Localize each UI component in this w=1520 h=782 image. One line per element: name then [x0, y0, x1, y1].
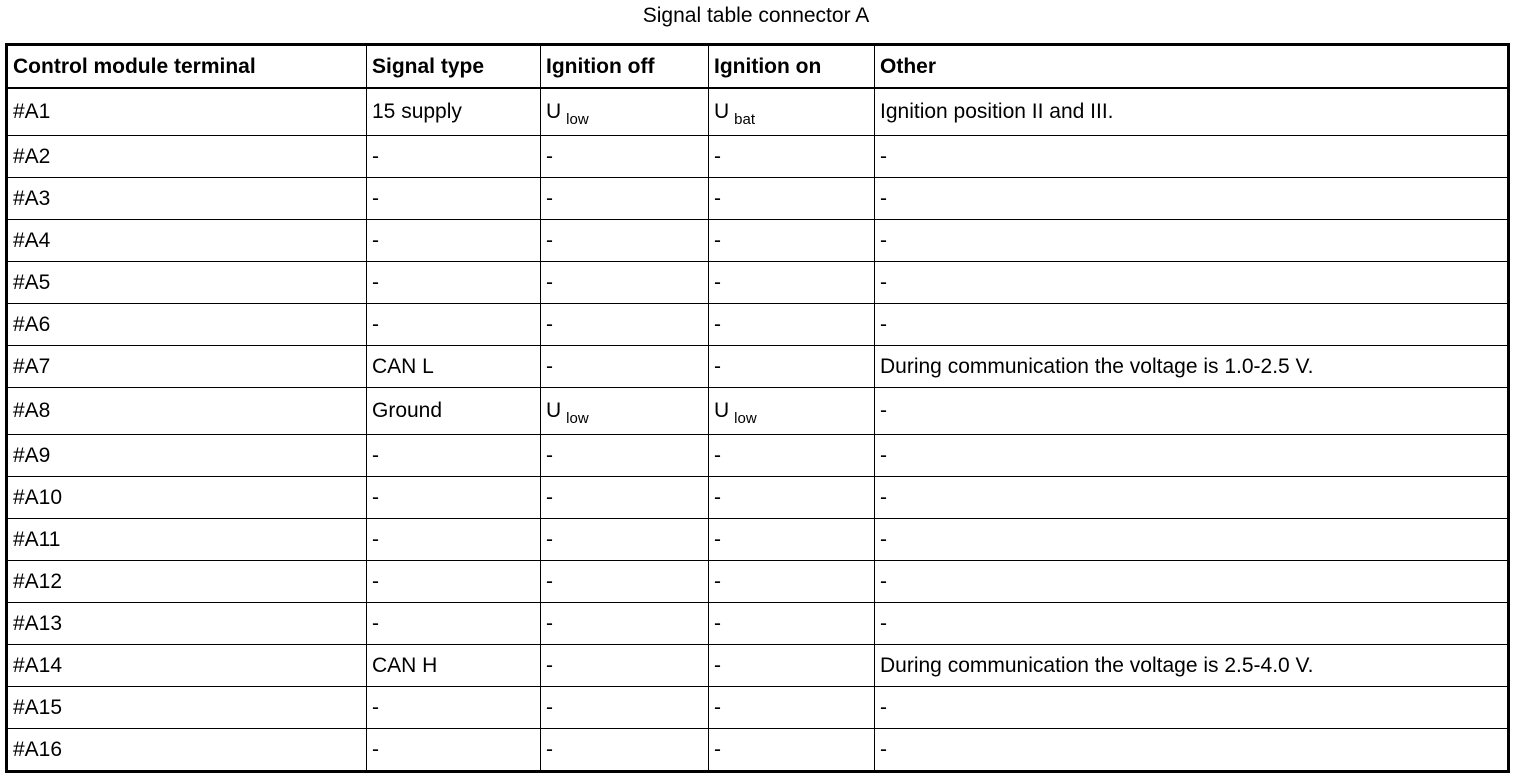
table-caption: Signal table connector A — [642, 4, 870, 27]
terminal-cell: #A6 — [7, 304, 367, 346]
other-cell: - — [875, 561, 1509, 603]
table-row — [7, 645, 1509, 687]
voltage-symbol: - — [714, 443, 721, 467]
voltage-symbol: - — [546, 443, 553, 467]
signal-type-cell: - — [367, 220, 541, 262]
other-cell: - — [875, 435, 1509, 477]
ignition-on-cell — [709, 88, 875, 136]
other-cell: - — [875, 388, 1509, 435]
ignition-on-cell — [709, 346, 875, 388]
ignition-on-cell — [709, 435, 875, 477]
table-row — [7, 88, 1509, 136]
voltage-symbol: - — [714, 270, 721, 294]
terminal-cell: #A1 — [7, 88, 367, 136]
voltage-symbol: - — [546, 228, 553, 252]
ignition-on-cell — [709, 304, 875, 346]
voltage-symbol: - — [714, 312, 721, 336]
voltage-subscript: low — [566, 410, 589, 427]
terminal-cell: #A9 — [7, 435, 367, 477]
voltage-symbol: - — [546, 737, 553, 761]
voltage-symbol: - — [714, 485, 721, 509]
table-row — [7, 519, 1509, 561]
header-ignition-on: Ignition on — [709, 45, 875, 89]
voltage-symbol: - — [714, 228, 721, 252]
voltage-symbol: - — [714, 737, 721, 761]
voltage-symbol: - — [714, 569, 721, 593]
other-cell: - — [875, 477, 1509, 519]
voltage-subscript: bat — [734, 111, 756, 128]
signal-type-cell: - — [367, 519, 541, 561]
signal-table — [5, 43, 1510, 773]
voltage-symbol: - — [546, 354, 553, 378]
voltage-subscript: low — [734, 410, 757, 427]
other-cell: - — [875, 262, 1509, 304]
voltage-symbol: - — [546, 144, 553, 168]
header-other: Other — [875, 45, 1509, 89]
ignition-off-cell — [541, 435, 709, 477]
signal-type-cell: - — [367, 729, 541, 772]
ignition-off-cell — [541, 346, 709, 388]
terminal-cell: #A8 — [7, 388, 367, 435]
voltage-symbol: U — [546, 100, 562, 123]
table-row — [7, 262, 1509, 304]
signal-type-cell: Ground — [367, 388, 541, 435]
ignition-on-cell — [709, 561, 875, 603]
table-row — [7, 220, 1509, 262]
voltage-symbol: - — [714, 186, 721, 210]
ignition-off-cell — [541, 477, 709, 519]
signal-type-cell: - — [367, 687, 541, 729]
ignition-off-cell — [541, 561, 709, 603]
terminal-cell: #A5 — [7, 262, 367, 304]
voltage-symbol: - — [546, 527, 553, 551]
ignition-off-cell — [541, 603, 709, 645]
ignition-off-cell — [541, 136, 709, 178]
ignition-on-cell — [709, 729, 875, 772]
ignition-on-cell — [709, 687, 875, 729]
voltage-symbol: - — [546, 611, 553, 635]
voltage-symbol: - — [546, 485, 553, 509]
ignition-on-cell — [709, 136, 875, 178]
voltage-symbol: - — [714, 527, 721, 551]
terminal-cell: #A11 — [7, 519, 367, 561]
voltage-symbol: - — [714, 611, 721, 635]
ignition-off-cell — [541, 519, 709, 561]
terminal-cell: #A14 — [7, 645, 367, 687]
ignition-off-cell — [541, 88, 709, 136]
signal-type-cell: CAN H — [367, 645, 541, 687]
ignition-on-cell — [709, 388, 875, 435]
ignition-off-cell — [541, 220, 709, 262]
header-row — [7, 45, 1509, 89]
table-row — [7, 346, 1509, 388]
ignition-on-cell — [709, 519, 875, 561]
table-row — [7, 178, 1509, 220]
signal-type-cell: - — [367, 178, 541, 220]
signal-type-cell: - — [367, 603, 541, 645]
other-cell: Ignition position II and III. — [875, 88, 1509, 136]
ignition-on-cell — [709, 645, 875, 687]
signal-type-cell: 15 supply — [367, 88, 541, 136]
other-cell: - — [875, 136, 1509, 178]
signal-type-cell: - — [367, 561, 541, 603]
other-cell: During communication the voltage is 2.5-4.0 V. — [875, 645, 1509, 687]
table-row — [7, 136, 1509, 178]
signal-type-cell: - — [367, 304, 541, 346]
table-row — [7, 603, 1509, 645]
voltage-symbol: - — [546, 569, 553, 593]
terminal-cell: #A4 — [7, 220, 367, 262]
voltage-symbol: - — [546, 653, 553, 677]
signal-type-cell: - — [367, 262, 541, 304]
terminal-cell: #A15 — [7, 687, 367, 729]
table-row — [7, 477, 1509, 519]
table-row — [7, 388, 1509, 435]
ignition-off-cell — [541, 645, 709, 687]
ignition-on-cell — [709, 603, 875, 645]
ignition-off-cell — [541, 304, 709, 346]
voltage-symbol: U — [714, 399, 730, 422]
voltage-symbol: - — [714, 144, 721, 168]
ignition-off-cell — [541, 178, 709, 220]
header-terminal: Control module terminal — [7, 45, 367, 89]
voltage-symbol: - — [546, 695, 553, 719]
signal-type-cell: - — [367, 136, 541, 178]
other-cell: - — [875, 519, 1509, 561]
header-ignition-off: Ignition off — [541, 45, 709, 89]
other-cell: - — [875, 603, 1509, 645]
table-body — [7, 88, 1509, 772]
terminal-cell: #A2 — [7, 136, 367, 178]
other-cell: - — [875, 220, 1509, 262]
voltage-symbol: - — [714, 354, 721, 378]
terminal-cell: #A10 — [7, 477, 367, 519]
ignition-off-cell — [541, 388, 709, 435]
voltage-symbol: U — [714, 100, 730, 123]
ignition-off-cell — [541, 729, 709, 772]
table-row — [7, 729, 1509, 772]
ignition-on-cell — [709, 220, 875, 262]
terminal-cell: #A13 — [7, 603, 367, 645]
other-cell: - — [875, 687, 1509, 729]
voltage-symbol: - — [546, 186, 553, 210]
header-signal-type: Signal type — [367, 45, 541, 89]
other-cell: During communication the voltage is 1.0-2.5 V. — [875, 346, 1509, 388]
ignition-on-cell — [709, 178, 875, 220]
terminal-cell: #A3 — [7, 178, 367, 220]
signal-type-cell: CAN L — [367, 346, 541, 388]
voltage-subscript: low — [566, 111, 589, 128]
table-row — [7, 435, 1509, 477]
terminal-cell: #A16 — [7, 729, 367, 772]
voltage-symbol: - — [546, 270, 553, 294]
ignition-off-cell — [541, 262, 709, 304]
table-row — [7, 561, 1509, 603]
other-cell: - — [875, 178, 1509, 220]
signal-type-cell: - — [367, 477, 541, 519]
voltage-symbol: - — [714, 695, 721, 719]
voltage-symbol: - — [546, 312, 553, 336]
other-cell: - — [875, 304, 1509, 346]
voltage-symbol: - — [714, 653, 721, 677]
ignition-off-cell — [541, 687, 709, 729]
table-row — [7, 304, 1509, 346]
table-row — [7, 687, 1509, 729]
signal-type-cell: - — [367, 435, 541, 477]
terminal-cell: #A7 — [7, 346, 367, 388]
terminal-cell: #A12 — [7, 561, 367, 603]
ignition-on-cell — [709, 262, 875, 304]
ignition-on-cell — [709, 477, 875, 519]
other-cell: - — [875, 729, 1509, 772]
voltage-symbol: U — [546, 399, 562, 422]
